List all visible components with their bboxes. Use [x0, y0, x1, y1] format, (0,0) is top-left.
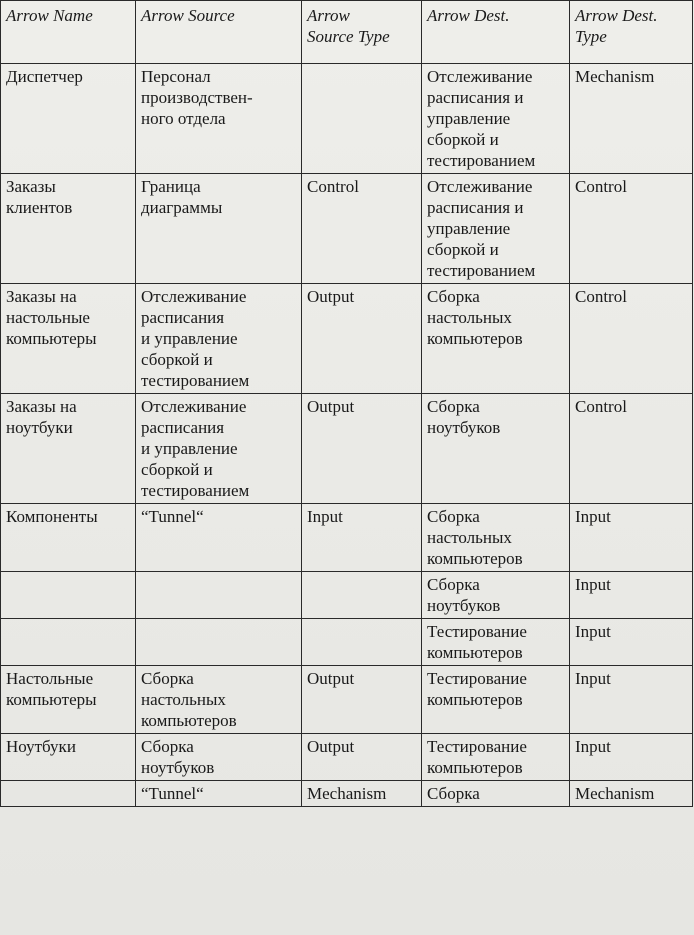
cell-arrow-source: Сборка ноутбуков — [136, 734, 302, 781]
cell-arrow-dest-type: Input — [570, 572, 693, 619]
cell-arrow-name: Ноутбуки — [1, 734, 136, 781]
cell-arrow-source-type — [302, 619, 422, 666]
cell-arrow-name: Настольные компьютеры — [1, 666, 136, 734]
cell-arrow-dest: Тестирование компьютеров — [422, 619, 570, 666]
cell-arrow-dest-type: Control — [570, 284, 693, 394]
header-arrow-source-type: Arrow Source Type — [302, 1, 422, 64]
cell-arrow-source: Персонал производствен- ного отдела — [136, 64, 302, 174]
cell-arrow-name — [1, 572, 136, 619]
cell-arrow-source: “Tunnel“ — [136, 504, 302, 572]
cell-arrow-name: Заказы клиентов — [1, 174, 136, 284]
cell-arrow-dest: Отслеживание расписания и управление сборкой и тестированием — [422, 64, 570, 174]
cell-arrow-dest: Тестирование компьютеров — [422, 666, 570, 734]
table-row — [1, 504, 693, 572]
cell-arrow-dest-type: Control — [570, 174, 693, 284]
cell-arrow-name: Диспетчер — [1, 64, 136, 174]
cell-arrow-source — [136, 619, 302, 666]
cell-arrow-name: Заказы на настольные компьютеры — [1, 284, 136, 394]
cell-arrow-source-type: Output — [302, 666, 422, 734]
cell-arrow-dest: Сборка настольных компьютеров — [422, 504, 570, 572]
cell-arrow-dest-type: Input — [570, 619, 693, 666]
table-row — [1, 284, 693, 394]
cell-arrow-source-type: Input — [302, 504, 422, 572]
table-row — [1, 572, 693, 619]
cell-arrow-source-type: Output — [302, 734, 422, 781]
cell-arrow-dest-type: Mechanism — [570, 64, 693, 174]
cell-arrow-name: Компоненты — [1, 504, 136, 572]
cell-arrow-name: Заказы на ноутбуки — [1, 394, 136, 504]
table-row — [1, 666, 693, 734]
cell-arrow-dest-type: Input — [570, 504, 693, 572]
header-arrow-dest: Arrow Dest. — [422, 1, 570, 64]
cell-arrow-source-type: Mechanism — [302, 781, 422, 807]
cell-arrow-source: Граница диаграммы — [136, 174, 302, 284]
cell-arrow-dest: Тестирование компьютеров — [422, 734, 570, 781]
cell-arrow-dest-type: Control — [570, 394, 693, 504]
table-row — [1, 394, 693, 504]
cell-arrow-source-type — [302, 572, 422, 619]
table-row — [1, 734, 693, 781]
cell-arrow-name — [1, 781, 136, 807]
cell-arrow-dest: Сборка — [422, 781, 570, 807]
cell-arrow-source-type — [302, 64, 422, 174]
table-header-row — [1, 1, 693, 64]
cell-arrow-source: Отслеживание расписания и управление сборкой и тестированием — [136, 284, 302, 394]
cell-arrow-dest: Сборка ноутбуков — [422, 394, 570, 504]
header-arrow-source: Arrow Source — [136, 1, 302, 64]
cell-arrow-dest: Отслеживание расписания и управление сборкой и тестированием — [422, 174, 570, 284]
cell-arrow-source-type: Control — [302, 174, 422, 284]
cell-arrow-source-type: Output — [302, 394, 422, 504]
table-row — [1, 781, 693, 807]
table-row — [1, 174, 693, 284]
cell-arrow-source: Отслеживание расписания и управление сборкой и тестированием — [136, 394, 302, 504]
cell-arrow-dest: Сборка настольных компьютеров — [422, 284, 570, 394]
cell-arrow-name — [1, 619, 136, 666]
cell-arrow-dest-type: Mechanism — [570, 781, 693, 807]
cell-arrow-dest: Сборка ноутбуков — [422, 572, 570, 619]
cell-arrow-dest-type: Input — [570, 734, 693, 781]
header-arrow-name: Arrow Name — [1, 1, 136, 64]
cell-arrow-source: Сборка настольных компьютеров — [136, 666, 302, 734]
cell-arrow-source: “Tunnel“ — [136, 781, 302, 807]
cell-arrow-source-type: Output — [302, 284, 422, 394]
table-row — [1, 64, 693, 174]
cell-arrow-dest-type: Input — [570, 666, 693, 734]
table-row — [1, 619, 693, 666]
cell-arrow-source — [136, 572, 302, 619]
header-arrow-dest-type: Arrow Dest. Type — [570, 1, 693, 64]
